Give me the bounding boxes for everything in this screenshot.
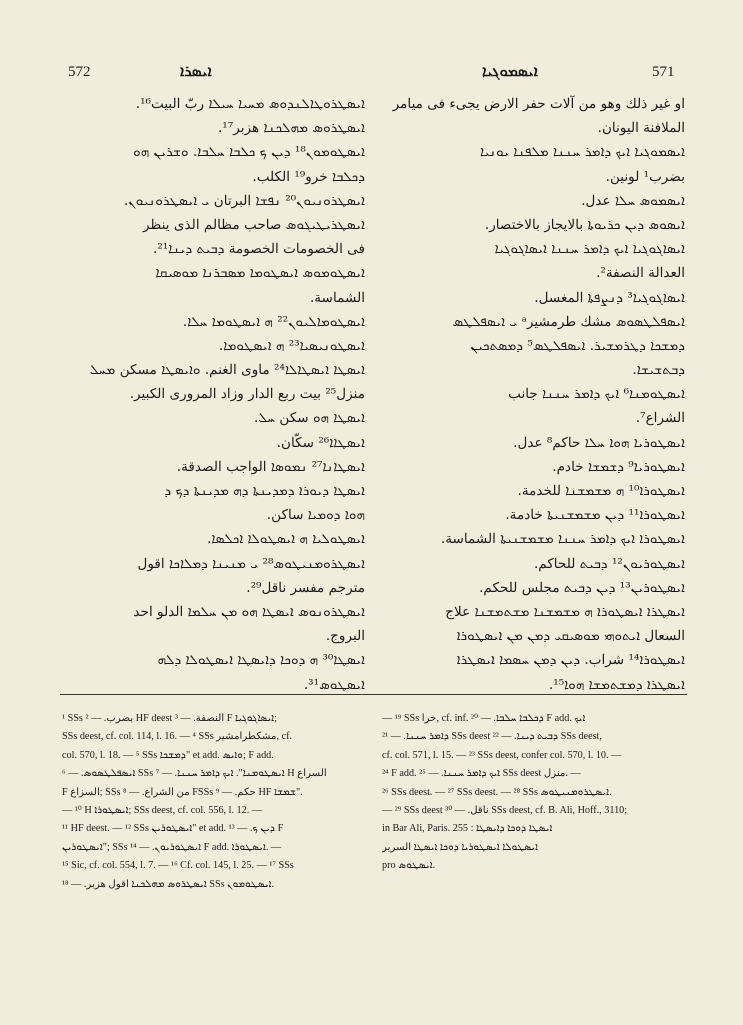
footnote-line: ܐܝܣܦܠܛܣܘܣ. — ⁶ SSs ܐܝܣܛܘܡܢܐ". ܐܝܟ ܕܐܡܪ ܚܢܢܐ. — ⁷ H السراع [62,768,327,780]
entry-line: البروج. [325,628,365,645]
entry-line: ܐܝܣܛܐ³⁰ ܗ ܕܘܟܐ ܕܐܝܣܛܐ ܐܝܣܛܘܠܐ ܕܠܗ [157,652,365,669]
footnote-line: ¹⁵ Sic, cf. col. 554, l. 7. — ¹⁶ Cf. col. 145, l. 25. — ¹⁷ SSs [62,860,294,872]
entry-line: ܐܝܣܛܐ ܐܝܣܛܐܠܐ²⁴ ماوى الغنم. ܘܐܝܣܛܐ مسكن ܡܚܠ [89,362,365,379]
entry-line: ܐܝܣܡܘܣ ܚܠܐ عدل. [581,192,685,209]
right-running-head: ܐܝܣܡܘܓܝܐ [482,62,538,80]
footnote-line: col. 570, l. 18. — ⁵ SSs ܕܡܫܟܐ" et add. ܘܐܝܣ; F add. [62,749,274,761]
entry-line: ܐܝܣܛܘܡܘܣ ܐܝܣܛܘܡܐ ܡܣܒܪܢܐ ܡܘܣܝܩܐ [155,265,365,282]
entry-line: ܐܝܣܛܐܢܐ²⁷ ܢܡܘܣܐ الواجب الصدقة. [176,458,365,475]
entry-line: ܐܝܣܛܪܘܢܝܘܢ²⁰ ܢܦܫܐ البرتان ܝ ܐܝܣܛܪܘܢܝܘܢ. [123,192,365,209]
entry-line: مترجم مفسر ناقل²⁹. [246,579,365,596]
entry-line: ܕܒܬܫܝܫܐ. [632,362,685,379]
entry-line: السعال ܐܝܬܘܗܝ ܡܘܣܝܩܝ ܕܡܢ ܡܢ ܐܝܣܛܘܪܐ [456,628,685,645]
entry-line: الشماسة. [309,289,365,306]
entry-line: ܐܝܣܛܘܪܝܢ¹³ ܕܝܢ ܕܒܝܬ مجلس للحكم. [479,579,685,596]
entry-line: او غير ذلك وهو من آلات حفر الارض يجىء فى ميامر [392,96,685,112]
entry-line: منزل²⁵ بيت ربع الدار وزاد المرورى الكبير. [129,386,365,403]
entry-line: العدالة النصفة². [596,265,685,282]
footnote-line: — ¹⁰ H ܐܝܣܛܘܪܐ; SSs deest, cf. col. 556, l. 12. — [62,804,263,816]
entry-line: ܐܝܣܛܘܪܐ¹⁴ شراب. ܕܝܢ ܕܡܢ ܚܣܡܐ ܐܝܣܛܪܐ [456,652,685,669]
footnote-line: in Bar Ali, Paris. 255 : ܐܝܣܛܐ ܕܘܟܐ ܕܐܝܣܛܐ [382,823,553,835]
footnote-line: ¹¹ HF deest. — ¹² SSs ܐܝܣܛܘܪܝܢ" et add. ܕܝܢ ܟ. — ¹³ F [62,823,284,835]
left-footnotes [62,710,365,894]
entry-line: ܐܝܣܛܘܪܐ¹⁰ ܗ ܡܫܡܫܢܐ للخدمة. [517,483,685,499]
entry-line: ܐܝܣܛܪܘܢܘܣ ܐܝܣܛܐ ܗܘ ܡܢ ܚܠܡܐ الدلو احد [133,603,365,620]
entry-line: ܐܝܣܛܘܪܝܘܢ¹² ܕܒܝܬ للحاكم. [533,555,685,572]
entry-line: ܐܝܣܛܘܢܝܣܝܐ²³ ܗ ܐܝܣܛܘܡܐ. [218,337,365,354]
entry-line: ܕܡܫܟܐ ܕܛܪܡܫܝܪ. ܐܝܣܦܠܛܣ⁵ ܕܡܣܬܟܝܢ [470,337,685,354]
entry-line: الشراع⁷. [635,410,685,427]
entry-line: ܐܝܣܛܪܘܣ ܡܗܠܟܢܐ هزبر¹⁷. [217,120,365,137]
entry-line: ܐܝܣܐܓܘܓܝܐ ܐܝܟ ܕܐܡܪ ܚܢܢܐ ܐܝܣܐܓܘܓܝܐ [494,241,685,258]
entry-line: ܐܝܣܛܪܐ ܐܝܣܛܘܪܐ ܗ ܡܫܡܫܢܐ ܡܫܬܡܫܢܐ علاج [445,603,685,620]
left-running-head: ܐܝܣܪܐ [180,62,212,80]
entry-line: بضرب¹ لونين. [605,168,685,185]
footnote-line: F السزاع; SSs من الشراع. — ⁸ FSSs حكم. — ⁹ HF ܫܡܫܐ". [62,786,303,798]
entry-line: ܐܝܣܛܘܪܐ ܐܝܟ ܕܐܡܪ ܚܢܢܐ ܡܫܡܫܢܝܬܐ الشماسة. [440,531,685,548]
entry-line: ܗܘܐ ܕܘܡܝܐ ساكن. [266,507,365,524]
entry-line: ܐܝܣܛܘܣ³¹. [303,676,365,693]
left-text-column [60,92,365,697]
entry-line: الملافنة اليونان. [597,120,685,137]
entry-line: ܕܟܠܒܐ خرو¹⁹ الكلب. [252,168,365,185]
right-page-number: 571 [652,64,675,80]
entry-line: ܐܝܣܛܘܪܝܐ ܗܘܐ ܚܠܐ حاكم⁸ عدل. [513,434,685,451]
footnote-line: cf. col. 571, l. 15. — ²³ SSs deest, confer col. 570, l. 10. — [382,749,622,761]
footnote-line: SSs deest, cf. col. 114, l. 16. — ⁴ SSs مشكطرامشير, cf. [62,731,293,743]
entry-line: ܐܝܣܛܘܪܝܐ⁹ ܕܫܡܫܐ خادم. [552,458,685,475]
entry-line: ܐܝܣܛܪܐ ܕܡܫܬܡܫܐ ܗܘܐ¹⁵. [548,676,685,693]
footnote-line: ²⁶ SSs deest. — ²⁷ SSs deest. — ²⁸ SSs ܐܝܣܛܪܘܡܢܝܛܘܣ. [382,786,612,798]
entry-line: ܐܝܣܛܪܘܛܐܠܢܕܘܣ ܡܚܝܐ ܚܝܠܐ ربّ البيت¹⁶. [135,96,365,112]
footnote-line: ܐܝܣܛܪܘܣ ܡܗܠܟܢܐ اقول هزبر. — ¹⁸ SSs ܐܝܣܛܘܡܘܢ. [62,878,275,890]
entry-line: ܐܝܣܛܐܐ²⁶ سكّان. [276,434,365,451]
entry-line: ܐܝܣܛܐ ܗܘ سكن ܚܠ. [254,410,365,427]
left-page-number: 572 [68,64,91,80]
footnote-line: ¹ SSs بضرب. — ² HF deest النصفة. — ³ F ܐܝܣܐܓܘܓܝܐ; [62,713,278,724]
entry-line: ܐܝܣܛܘܡܐܠܝܘܢ²² ܗ ܐܝܣܛܘܡܐ ܚܠܐ. [182,313,365,330]
footnote-line: — ²⁹ SSs deest ناقل. — ³⁰ SSs deest, cf. B. Ali, Hoff., 3110; [382,804,628,816]
entry-line: ܐܝܣܦܠܛܣܘܣ مشك طرمشيرᵃ ܝ ܐܝܣܦܠܛܣ [452,313,685,330]
footnote-line: pro ܐܝܣܛܘܣ. [382,860,436,872]
entry-line: ܐܝܣܛܐ ܕܝܘܪܐ ܕܡܕܝܢܬܐ ܕܗ ܡܕܝܢܬܐ ܕܟ ܕ [164,483,365,499]
entry-line: ܐܝܣܛܘܪܐ¹¹ ܕܝܢ ܡܫܡܫܢܝܬܐ خادمة. [505,507,685,524]
entry-line: فى الخصومات الخصومة ܕܒܝܬ ܕܝܢܐ²¹. [153,241,365,258]
right-text-column [380,92,685,697]
footnote-line: ܐܝܣܛܘܠܐ ܐܝܣܛܘܪܝܐ ܕܘܟܐ ܐܝܣܛܐ السرير [382,841,538,853]
entry-line: ܐܝܣܡܘܓܝܐ ܐܝܟ ܕܐܡܪ ܚܢܢܐ ܡܠܦܢܐ ܝܘܢܝܐ [479,144,685,161]
footnote-line: — ¹⁹ SSs خرا, cf. inf. ܕܟܠܒܐ ܚܠܒܐ. — ²⁰ F add. ܐܝܟ [382,713,586,724]
entry-line: ܐܝܣܛܘܡܘܢ¹⁸ ܕܝܢ ܟ ܟܠܒܐ ܚܠܒܐ. ܘܫܪܝܢ ܗܘ [133,144,365,161]
entry-line: ܐܝܣܛܪܝܛܝܓܘܣ صاحب مظالم الذى ينظر [143,216,365,233]
entry-line: ܐܝܣܘܣ ܕܝܢ ܟܪܝܘܬܐ بالايجاز بالاختصار. [484,216,685,233]
footnote-line: ܕܐܡܪ ܚܢܢܐ. — ²¹ SSs deest ܕܒܝܬ ܕܝܢܐ. — ²² SSs deest, [382,731,602,743]
entry-line: ܐܝܣܛܘܡܢܐ⁶ ܐܝܟ ܕܐܡܪ ܚܢܢܐ جانب [508,386,685,403]
footnote-divider [60,694,687,695]
footnote-line: ²⁴ F add. ܐܝܟ ܕܐܡܪ ܚܢܢܐ. — ²⁵ SSs deest منزل. — [382,768,581,780]
entry-line: ܐܝܣܐܓܘܓܝܐ³ ܕܢܨܦܬܐ المغسل. [534,289,685,306]
entry-line: ܐܝܣܛܘܠܝܐ ܗ ܐܝܣܛܘܠܐ ܐܟܠܣܐ. [207,531,365,548]
right-footnotes [382,710,686,876]
footnote-line: ܐܝܣܛܘܪܝܢ"; SSs ܐܝܣܛܘܪܝܘܢ. — ¹⁴ F add. ܐܝܣܛܘܪܐ. — [62,841,282,853]
entry-line: ܐܝܣܛܪܘܡܢܝܛܘܣ²⁸ ܝ ܡܢܝܢܐ ܕܡܠܐܟܐ اقول [137,555,365,572]
